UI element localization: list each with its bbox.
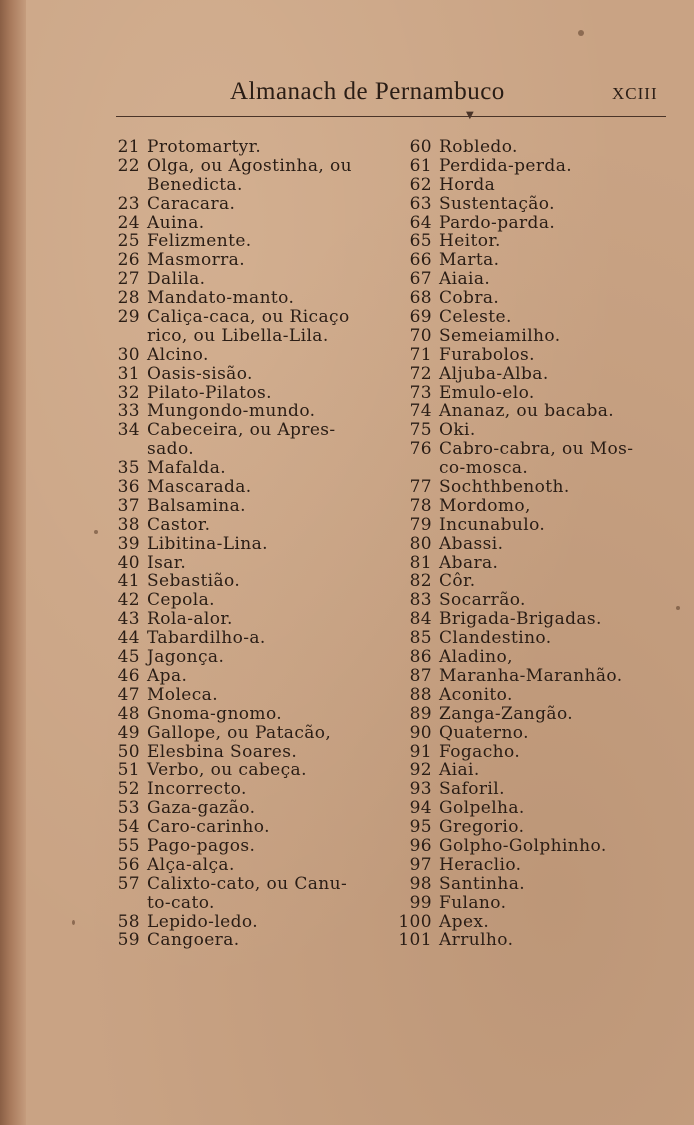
list-item [102, 214, 397, 233]
item-text: Clandestino. [439, 628, 552, 649]
item-number: 39 [117, 533, 140, 554]
item-text: Maranha-Maranhão. [439, 665, 623, 686]
item-number: 79 [409, 514, 432, 535]
list-item [102, 799, 397, 818]
item-number: 89 [409, 703, 432, 724]
item-number: 69 [409, 307, 432, 328]
item-text: Gregorio. [439, 817, 525, 838]
item-text: Alça-alça. [147, 854, 235, 875]
list-item [396, 478, 681, 497]
item-number: 101 [398, 930, 432, 951]
item-number: 61 [409, 155, 432, 176]
item-text: Abassi. [439, 533, 504, 554]
item-text: Libitina-Lina. [147, 533, 268, 554]
list-item [396, 724, 681, 743]
item-text: Mafalda. [147, 458, 227, 479]
item-text: Fogacho. [439, 741, 521, 762]
list-item [396, 780, 681, 799]
list-item [102, 856, 397, 875]
item-number: 98 [409, 873, 432, 894]
list-item [396, 591, 681, 610]
item-text: Caliça-caca, ou Ricaço [147, 307, 350, 328]
item-number: 36 [117, 477, 140, 498]
item-text: Apa. [147, 665, 188, 686]
list-item [396, 761, 681, 780]
item-number: 47 [117, 684, 140, 705]
item-text: Socarrão. [439, 590, 526, 611]
left-column [102, 138, 397, 950]
page-header [0, 78, 694, 118]
item-text: Aiai. [439, 760, 480, 781]
item-text: Calixto-cato, ou Canu- [147, 873, 348, 894]
item-number: 43 [117, 609, 140, 630]
item-number: 45 [117, 647, 140, 668]
item-text: Cabro-cabra, ou Mos- [439, 439, 634, 460]
item-number: 64 [409, 212, 432, 233]
list-item [102, 157, 397, 176]
item-text: Olga, ou Agostinha, ou [147, 155, 352, 176]
item-number: 78 [409, 495, 432, 516]
list-item [102, 459, 397, 478]
item-text: Pilato-Pilatos. [147, 382, 272, 403]
list-item [396, 535, 681, 554]
list-item [102, 176, 397, 195]
list-item [102, 384, 397, 403]
item-number: 77 [409, 477, 432, 498]
item-text: Apex. [439, 911, 490, 932]
list-item [396, 686, 681, 705]
item-number: 70 [409, 325, 432, 346]
list-item [102, 648, 397, 667]
item-text: Gallope, ou Patacão, [147, 722, 332, 743]
item-number: 67 [409, 269, 432, 290]
list-item [102, 591, 397, 610]
list-item [396, 572, 681, 591]
list-item [396, 648, 681, 667]
list-item [102, 251, 397, 270]
list-item [102, 421, 397, 440]
list-item [102, 554, 397, 573]
item-text: Fulano. [439, 892, 507, 913]
item-number: 49 [117, 722, 140, 743]
item-text: Tabardilho-a. [147, 628, 266, 649]
item-number: 99 [409, 892, 432, 913]
item-text: Rola-alor. [147, 609, 233, 630]
item-number: 68 [409, 288, 432, 309]
item-number: 44 [117, 628, 140, 649]
item-number: 74 [409, 401, 432, 422]
item-text: Mordomo, [439, 495, 531, 516]
list-item [396, 516, 681, 535]
item-text: Côr. [439, 571, 476, 592]
list-item [102, 478, 397, 497]
list-item [396, 195, 681, 214]
item-text: Abara. [439, 552, 499, 573]
item-text: Aiaia. [439, 269, 491, 290]
item-number: 91 [409, 741, 432, 762]
list-item [102, 913, 397, 932]
item-text: Zanga-Zangão. [439, 703, 574, 724]
list-item [102, 818, 397, 837]
item-text: Sochthbenoth. [439, 477, 570, 498]
list-item [396, 138, 681, 157]
list-item [396, 440, 681, 459]
item-text: Santinha. [439, 873, 526, 894]
list-item [102, 232, 397, 251]
list-item [396, 818, 681, 837]
item-number: 46 [117, 665, 140, 686]
list-item [102, 743, 397, 762]
item-text: Lepido-ledo. [147, 911, 259, 932]
item-text: Arrulho. [439, 930, 514, 951]
list-item [396, 459, 681, 478]
item-number: 38 [117, 514, 140, 535]
list-item [102, 931, 397, 950]
page-title: Almanach de Pernambuco [230, 78, 505, 105]
item-text-continuation: Benedicta. [147, 174, 243, 195]
list-item [396, 289, 681, 308]
item-text: Cangoera. [147, 930, 240, 951]
item-number: 100 [398, 911, 432, 932]
item-number: 72 [409, 363, 432, 384]
list-item [396, 346, 681, 365]
list-item [396, 799, 681, 818]
list-item [396, 667, 681, 686]
item-text: Cabeceira, ou Apres- [147, 420, 336, 441]
list-item [102, 780, 397, 799]
item-text: Sustentação. [439, 193, 555, 214]
item-text: Cepola. [147, 590, 215, 611]
item-number: 27 [117, 269, 140, 290]
item-text: Oasis-sisão. [147, 363, 253, 384]
list-item [396, 327, 681, 346]
list-item [396, 251, 681, 270]
list-item [396, 913, 681, 932]
item-text: Jagonça. [147, 647, 225, 668]
item-number: 37 [117, 495, 140, 516]
list-item [396, 610, 681, 629]
list-item [102, 516, 397, 535]
item-number: 28 [117, 288, 140, 309]
list-item [396, 931, 681, 950]
item-number: 76 [409, 439, 432, 460]
item-text: Cobra. [439, 288, 500, 309]
item-number: 54 [117, 817, 140, 838]
item-number: 73 [409, 382, 432, 403]
item-text: Aljuba-Alba. [439, 363, 549, 384]
item-number: 53 [117, 798, 140, 819]
item-text: Incunabulo. [439, 514, 546, 535]
item-text-continuation: co-mosca. [439, 458, 529, 479]
item-text-continuation: sado. [147, 439, 195, 460]
page-binding-edge [0, 0, 26, 1125]
item-number: 90 [409, 722, 432, 743]
item-text: Mascarada. [147, 477, 252, 498]
ink-spot [94, 530, 98, 534]
list-item [396, 308, 681, 327]
rule-ornament: ▼ [466, 110, 474, 121]
item-number: 23 [117, 193, 140, 214]
list-item [396, 875, 681, 894]
list-item [102, 837, 397, 856]
item-number: 50 [117, 741, 140, 762]
list-item [102, 289, 397, 308]
list-item [396, 365, 681, 384]
item-text: Castor. [147, 514, 211, 535]
item-text: Horda [439, 174, 496, 195]
item-number: 94 [409, 798, 432, 819]
ink-spot [72, 920, 75, 925]
list-item [396, 856, 681, 875]
item-text: Caracara. [147, 193, 236, 214]
list-item [396, 837, 681, 856]
list-item [396, 554, 681, 573]
item-text: Incorrecto. [147, 779, 247, 800]
list-item [102, 195, 397, 214]
item-number: 63 [409, 193, 432, 214]
item-text: Felizmente. [147, 231, 252, 252]
header-rule [116, 116, 666, 117]
list-item [396, 384, 681, 403]
item-text: Ananaz, ou bacaba. [439, 401, 615, 422]
page-number: XCIII [612, 84, 658, 103]
item-text: Aladino, [439, 647, 513, 668]
item-number: 60 [409, 137, 432, 157]
item-text: Heitor. [439, 231, 501, 252]
list-item [396, 421, 681, 440]
item-number: 24 [117, 212, 140, 233]
list-item [102, 894, 397, 913]
list-item [102, 402, 397, 421]
list-item [102, 875, 397, 894]
item-text: Pardo-parda. [439, 212, 556, 233]
item-text: Heraclio. [439, 854, 522, 875]
item-text: Balsamina. [147, 495, 246, 516]
item-text: Perdida-perda. [439, 155, 573, 176]
item-text: Verbo, ou cabeça. [147, 760, 307, 781]
item-number: 83 [409, 590, 432, 611]
item-number: 80 [409, 533, 432, 554]
item-number: 75 [409, 420, 432, 441]
item-text: Mandato-manto. [147, 288, 295, 309]
item-number: 92 [409, 760, 432, 781]
list-item [102, 629, 397, 648]
list-item [102, 667, 397, 686]
item-text: Pago-pagos. [147, 835, 256, 856]
item-number: 33 [117, 401, 140, 422]
item-number: 31 [117, 363, 140, 384]
item-text: Sebastião. [147, 571, 241, 592]
item-number: 81 [409, 552, 432, 573]
item-number: 42 [117, 590, 140, 611]
item-number: 95 [409, 817, 432, 838]
list-item [102, 308, 397, 327]
list-item [396, 497, 681, 516]
item-text: Furabolos. [439, 344, 535, 365]
list-item [102, 365, 397, 384]
list-item [396, 214, 681, 233]
item-number: 86 [409, 647, 432, 668]
item-number: 87 [409, 665, 432, 686]
item-text: Semeiamilho. [439, 325, 561, 346]
item-number: 57 [117, 873, 140, 894]
item-number: 22 [117, 155, 140, 176]
list-item [396, 629, 681, 648]
ink-spot [578, 30, 584, 36]
item-number: 82 [409, 571, 432, 592]
list-item [396, 894, 681, 913]
item-number: 34 [117, 420, 140, 441]
item-text: Robledo. [439, 137, 518, 157]
list-item [102, 138, 397, 157]
item-text: Brigada-Brigadas. [439, 609, 602, 630]
item-number: 40 [117, 552, 140, 573]
list-item [102, 535, 397, 554]
item-text: Masmorra. [147, 250, 246, 271]
list-item [102, 572, 397, 591]
item-text: Moleca. [147, 684, 218, 705]
item-text: Caro-carinho. [147, 817, 270, 838]
item-number: 59 [117, 930, 140, 951]
item-text: Saforil. [439, 779, 505, 800]
item-text: Auina. [147, 212, 205, 233]
item-number: 30 [117, 344, 140, 365]
list-item [396, 176, 681, 195]
item-text: Gnoma-gnomo. [147, 703, 283, 724]
item-number: 48 [117, 703, 140, 724]
list-item [396, 402, 681, 421]
item-text: Quaterno. [439, 722, 529, 743]
item-text: Marta. [439, 250, 500, 271]
item-number: 71 [409, 344, 432, 365]
item-number: 29 [117, 307, 140, 328]
item-number: 84 [409, 609, 432, 630]
item-number: 35 [117, 458, 140, 479]
item-text: Celeste. [439, 307, 512, 328]
item-number: 96 [409, 835, 432, 856]
item-text: Golpho-Golphinho. [439, 835, 607, 856]
item-text: Mungondo-mundo. [147, 401, 316, 422]
item-text: Alcino. [147, 344, 209, 365]
list-item [102, 761, 397, 780]
list-item [102, 270, 397, 289]
list-item [396, 157, 681, 176]
item-number: 65 [409, 231, 432, 252]
item-text-continuation: to-cato. [147, 892, 215, 913]
item-text: Aconito. [439, 684, 513, 705]
item-number: 97 [409, 854, 432, 875]
item-text: Emulo-elo. [439, 382, 535, 403]
item-number: 51 [117, 760, 140, 781]
item-number: 25 [117, 231, 140, 252]
list-item [102, 327, 397, 346]
item-number: 32 [117, 382, 140, 403]
right-column [396, 138, 681, 950]
list-item [396, 232, 681, 251]
item-text: Isar. [147, 552, 187, 573]
item-number: 58 [117, 911, 140, 932]
item-number: 56 [117, 854, 140, 875]
list-item [102, 497, 397, 516]
item-number: 55 [117, 835, 140, 856]
item-text: Oki. [439, 420, 476, 441]
list-item [102, 610, 397, 629]
item-number: 66 [409, 250, 432, 271]
item-number: 85 [409, 628, 432, 649]
item-text-continuation: rico, ou Libella-Lila. [147, 325, 329, 346]
item-number: 21 [117, 137, 140, 157]
list-item [396, 743, 681, 762]
list-item [396, 705, 681, 724]
item-text: Golpelha. [439, 798, 525, 819]
list-item [102, 440, 397, 459]
list-item [102, 705, 397, 724]
item-number: 62 [409, 174, 432, 195]
list-item [396, 270, 681, 289]
list-item [102, 724, 397, 743]
item-text: Dalila. [147, 269, 206, 290]
list-item [102, 686, 397, 705]
item-text: Elesbina Soares. [147, 741, 298, 762]
item-number: 93 [409, 779, 432, 800]
item-number: 26 [117, 250, 140, 271]
item-text: Gaza-gazão. [147, 798, 256, 819]
item-number: 52 [117, 779, 140, 800]
item-number: 41 [117, 571, 140, 592]
list-item [102, 346, 397, 365]
item-text: Protomartyr. [147, 137, 262, 157]
item-number: 88 [409, 684, 432, 705]
